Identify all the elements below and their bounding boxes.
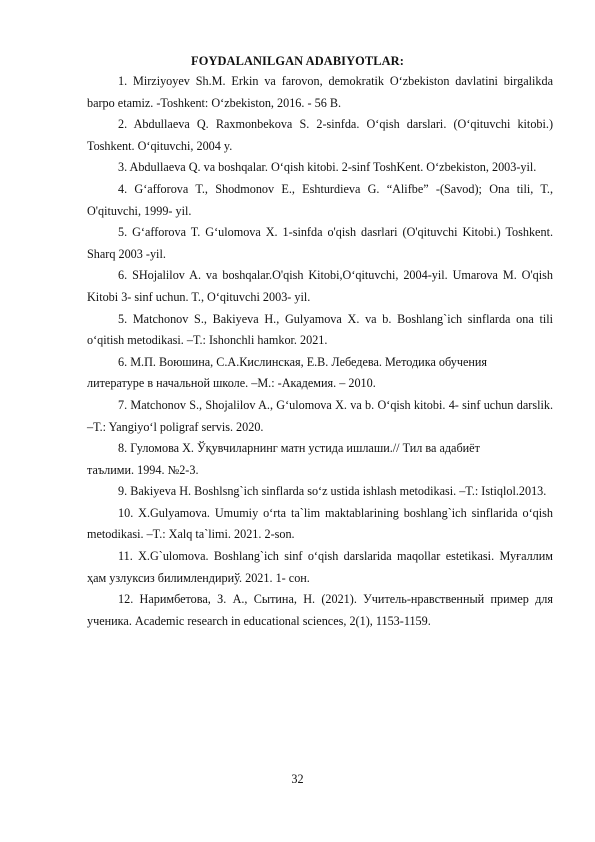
reference-item: 12. Наримбетова, З. А., Сытина, Н. (2021). Учитель-нравственный пример для ученика. Academic research in educational sciences, 2(1), 1153-1159. [87, 592, 553, 628]
reference-item: 8. Гуломова Х. Ўқувчиларнинг матн устида ишлаши.// Тил ва адабиёт таълими. 1994. №2-3. [87, 441, 480, 477]
reference-item: 9. Bakiyeva H. Boshlsng`ich sinflarda so‘z ustida ishlash metodikasi. –T.: Istiqlol.2013. [118, 484, 547, 499]
reference-item: 4. G‘afforova T., Shodmonov E., Eshturdieva G. “Alifbe” -(Savod); Ona tili, T., O'qituvchi, 1999- yil. [87, 181, 553, 218]
reference-item: 1. Mirziyoyev Sh.M. Erkin va farovon, demokratik O‘zbekiston davlatini birgalikda barpo etamiz. -Toshkent: O‘zbekiston, 2016. - 56 B. [87, 74, 553, 110]
reference-item: 10. X.Gulyamova. Umumiy o‘rta ta`lim maktablarining boshlang`ich sinflarida o‘qish metodikasi. –T.: Xalq ta`limi. 2021. 2-son. [87, 505, 553, 542]
reference-item: 11. X.G`ulomova. Boshlang`ich sinf o‘qish darslarida maqollar estetikasi. Муғаллим ҳам узлуксиз билимлендириў. 2021. 1- сон. [87, 549, 553, 585]
reference-item: 6. М.П. Воюшина, С.А.Кислинская, Е.В. Лебедева. Методика обучения литературе в начальной школе. –М.: -Академия. – 2010. [87, 354, 488, 391]
reference-item: 2. Abdullaeva Q. Raxmonbekova S. 2-sinfda. O‘qish darslari. (O‘qituvchi kitobi.) Toshkent. O‘qituvchi, 2004 y. [87, 117, 553, 153]
page-number: 32 [291, 772, 304, 786]
reference-item: 5. G‘afforova T. G‘ulomova X. 1-sinfda o'qish dasrlari (O'qituvchi Kitobi.) Toshkent. Sharq 2003 -yil. [87, 225, 553, 261]
reference-item: 6. SHojalilov A. va boshqalar.O'qish Kitobi,O‘qituvchi, 2004-yil. Umarova M. O'qish Kitobi 3- sinf uchun. T., O‘qituvchi 2003- yil. [87, 268, 553, 304]
reference-item: 5. Matchonov S., Bakiyeva H., Gulyamova X. va b. Boshlang`ich sinflarda ona tili o‘qitish metodikasi. –T.: Ishonchli hamkor. 2021. [87, 311, 553, 348]
reference-item: 3. Abdullaeva Q. va boshqalar. O‘qish kitobi. 2-sinf ToshKent. O‘zbekiston, 2003-yil. [118, 160, 537, 175]
page-title: FOYDALANILGAN ADABIYOTLAR: [191, 54, 404, 68]
reference-list [87, 71, 553, 632]
reference-item: 7. Matchonov S., Shojalilov A., G‘ulomova X. va b. O‘qish kitobi. 4- sinf uchun darslik. –T.: Yangiyo‘l poligraf servis. 2020. [87, 397, 553, 434]
